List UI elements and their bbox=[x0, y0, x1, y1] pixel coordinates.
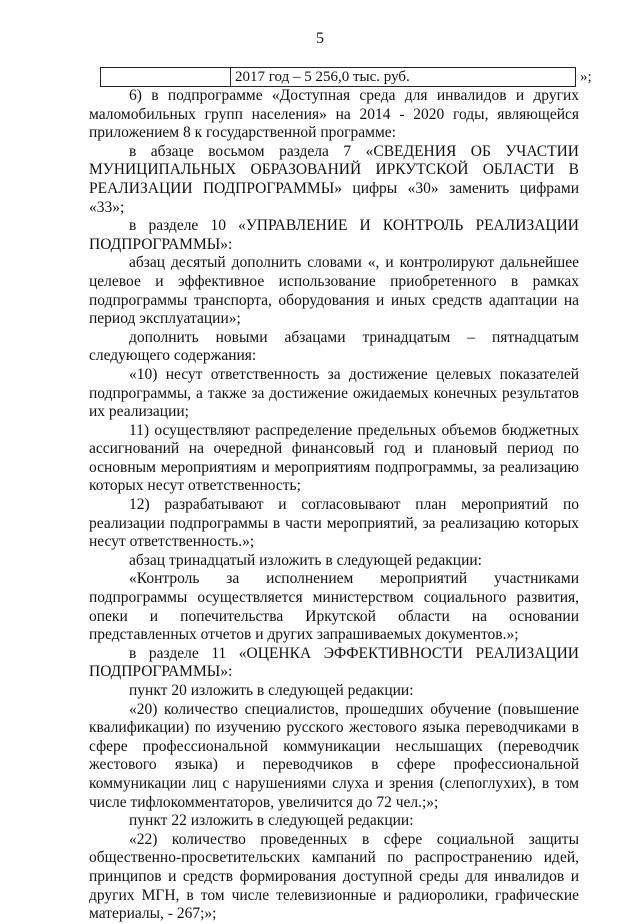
paragraph-punkt22-text: «22) количество проведенных в сфере социальной защиты общественно-просветительских кампаний по распространению идей, принципов и средств формирования доступной среды для инвалидов и других МГН, в том числе телевизионные и радиоролики, графические материалы, - 267;»; bbox=[89, 830, 579, 923]
table-cell-empty bbox=[100, 67, 231, 87]
paragraph-item10: «10) несут ответственность за достижение целевых показателей подпрограммы, а также за достижение ожидаемых конечных результатов их реализации; bbox=[89, 365, 579, 421]
paragraph-section10-heading: в разделе 10 «УПРАВЛЕНИЕ И КОНТРОЛЬ РЕАЛИЗАЦИИ ПОДПРОГРАММЫ»: bbox=[89, 217, 579, 253]
paragraph-subprogram-intro: 6) в подпрограмме «Доступная среда для инвалидов и других маломобильных групп населения» на 2014 - 2020 годы, являющейся приложением 8 к государственной программе: bbox=[89, 87, 579, 142]
paragraph-control-text: «Контроль за исполнением мероприятий участниками подпрограммы осуществляется министерством социального развития, опеки и попечительства Иркутской области на основании представленных отчетов и других запрашиваемых документов.»; bbox=[89, 570, 579, 644]
paragraph-section11-heading: в разделе 11 «ОЦЕНКА ЭФФЕКТИВНОСТИ РЕАЛИЗАЦИИ ПОДПРОГРАММЫ»: bbox=[89, 644, 579, 681]
paragraph-punkt20-heading: пункт 20 изложить в следующей редакции: bbox=[129, 682, 414, 699]
paragraph-abzac10-addition: абзац десятый дополнить словами «, и контролируют дальнейшее целевое и эффективное использование приобретенного в рамках подпрограммы транспорта, оборудования и иных средств адаптации на период эксплуатации»; bbox=[89, 254, 579, 328]
table-closing-quote: »; bbox=[580, 69, 592, 85]
paragraph-section7-amendment: в абзаце восьмом раздела 7 «СВЕДЕНИЯ ОБ УЧАСТИИ МУНИЦИПАЛЬНЫХ ОБРАЗОВАНИЙ ИРКУТСКОЙ ОБЛАСТИ В РЕАЛИЗАЦИИ ПОДПРОГРАММЫ» цифры «30» заменить цифрами «33»; bbox=[89, 142, 579, 216]
page-number: 5 bbox=[316, 30, 324, 47]
table-cell-value: 2017 год – 5 256,0 тыс. руб. bbox=[230, 67, 576, 87]
paragraph-punkt20-text: «20) количество специалистов, прошедших обучение (повышение квалификации) по изучению русского жестового языка переводчиками в сфере профессиональной коммуникации неслышащих (переводчик жестового языка) и переводчиков в сфере профессиональной коммуникации лиц с нарушениями слуха и зрения (слепоглухих), в том числе тифлокомментаторов, увеличится до 72 чел.;»; bbox=[89, 700, 579, 811]
paragraph-item12: 12) разрабатывают и согласовывают план мероприятий по реализации подпрограммы в части мероприятий, за реализацию которых несут ответственность.»; bbox=[89, 496, 579, 551]
paragraph-item11: 11) осуществляют распределение предельных объемов бюджетных ассигнований на очередной финансовый год и плановый период по основным мероприятиям и мероприятиям подпрограммы, за реализацию которых несут ответственность; bbox=[89, 421, 579, 495]
paragraph-abzac13-heading: абзац тринадцатый изложить в следующей редакции: bbox=[129, 551, 482, 569]
document-body bbox=[89, 87, 579, 924]
paragraph-punkt22-heading: пункт 22 изложить в следующей редакции: bbox=[129, 812, 414, 830]
paragraph-new-abzacy: дополнить новыми абзацами тринадцатым – пятнадцатым следующего содержания: bbox=[89, 328, 579, 365]
budget-table-row bbox=[100, 67, 592, 87]
